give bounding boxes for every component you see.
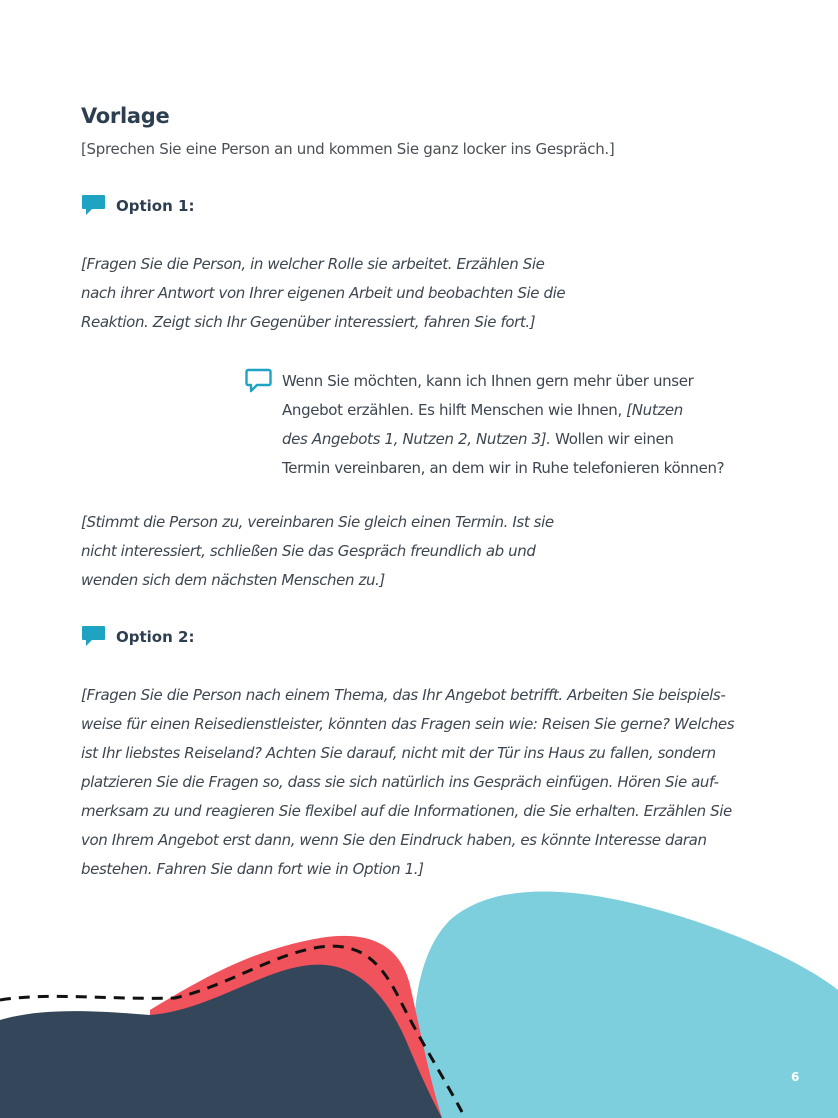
option-2-instruction bbox=[81, 681, 734, 884]
text-line: nicht interessiert, schließen Sie das Gespräch freundlich ab und bbox=[81, 542, 536, 560]
text-line: bestehen. Fahren Sie dann fort wie in Option 1.] bbox=[81, 860, 424, 878]
text-line: [Stimmt die Person zu, vereinbaren Sie gleich einen Termin. Ist sie bbox=[81, 513, 554, 531]
option-1-heading bbox=[81, 194, 194, 218]
speech-bubble-icon bbox=[81, 625, 106, 649]
text-line: Reaktion. Zeigt sich Ihr Gegenüber interessiert, fahren Sie fort.] bbox=[81, 313, 536, 331]
option-1-instruction bbox=[81, 250, 565, 337]
text-line: [Fragen Sie die Person, in welcher Rolle sie arbeitet. Erzählen Sie bbox=[81, 255, 545, 273]
text-segment: Wollen wir einen bbox=[550, 430, 674, 448]
text-line: nach ihrer Antwort von Ihrer eigenen Arbeit und beobachten Sie die bbox=[81, 284, 566, 302]
intro-text: [Sprechen Sie eine Person an und kommen Sie ganz locker ins Gespräch.] bbox=[81, 140, 615, 158]
text-segment: Angebot erzählen. Es hilft Menschen wie Ihnen, bbox=[282, 401, 627, 419]
page-title: Vorlage bbox=[81, 104, 170, 128]
text-line: wenden sich dem nächsten Menschen zu.] bbox=[81, 571, 385, 589]
placeholder-text: [Nutzen bbox=[626, 401, 683, 419]
sky-blob bbox=[413, 891, 838, 1118]
speech-bubble-icon bbox=[81, 194, 106, 218]
placeholder-text: des Angebots 1, Nutzen 2, Nutzen 3]. bbox=[282, 430, 551, 448]
text-line: platzieren Sie die Fragen so, dass sie sich natürlich ins Gespräch einfügen. Hören Sie auf- bbox=[81, 773, 719, 791]
text-line: [Fragen Sie die Person nach einem Thema, das Ihr Angebot betrifft. Arbeiten Sie beispiels- bbox=[81, 686, 726, 704]
speech-script bbox=[282, 367, 724, 483]
option-2-label: Option 2: bbox=[116, 628, 195, 646]
speech-bubble-outline-icon bbox=[245, 368, 273, 394]
text-line: Wenn Sie möchten, kann ich Ihnen gern mehr über unser bbox=[282, 372, 694, 390]
text-line: von Ihrem Angebot erst dann, wenn Sie den Eindruck haben, es könnte Interesse daran bbox=[81, 831, 707, 849]
text-line: Termin vereinbaren, an dem wir in Ruhe telefonieren können? bbox=[282, 459, 725, 477]
option-2-heading bbox=[81, 625, 194, 649]
text-line: merksam zu und reagieren Sie flexibel auf die Informationen, die Sie erhalten. Erzählen Sie bbox=[81, 802, 732, 820]
option-1-label: Option 1: bbox=[116, 197, 195, 215]
option-1-followup bbox=[81, 508, 554, 595]
text-line: ist Ihr liebstes Reiseland? Achten Sie darauf, nicht mit der Tür ins Haus zu fallen, sondern bbox=[81, 744, 716, 762]
text-line: weise für einen Reisedienstleister, könnten das Fragen sein wie: Reisen Sie gerne? Welches bbox=[81, 715, 735, 733]
page-number: 6 bbox=[791, 1070, 800, 1084]
decorative-waves bbox=[0, 880, 838, 1118]
